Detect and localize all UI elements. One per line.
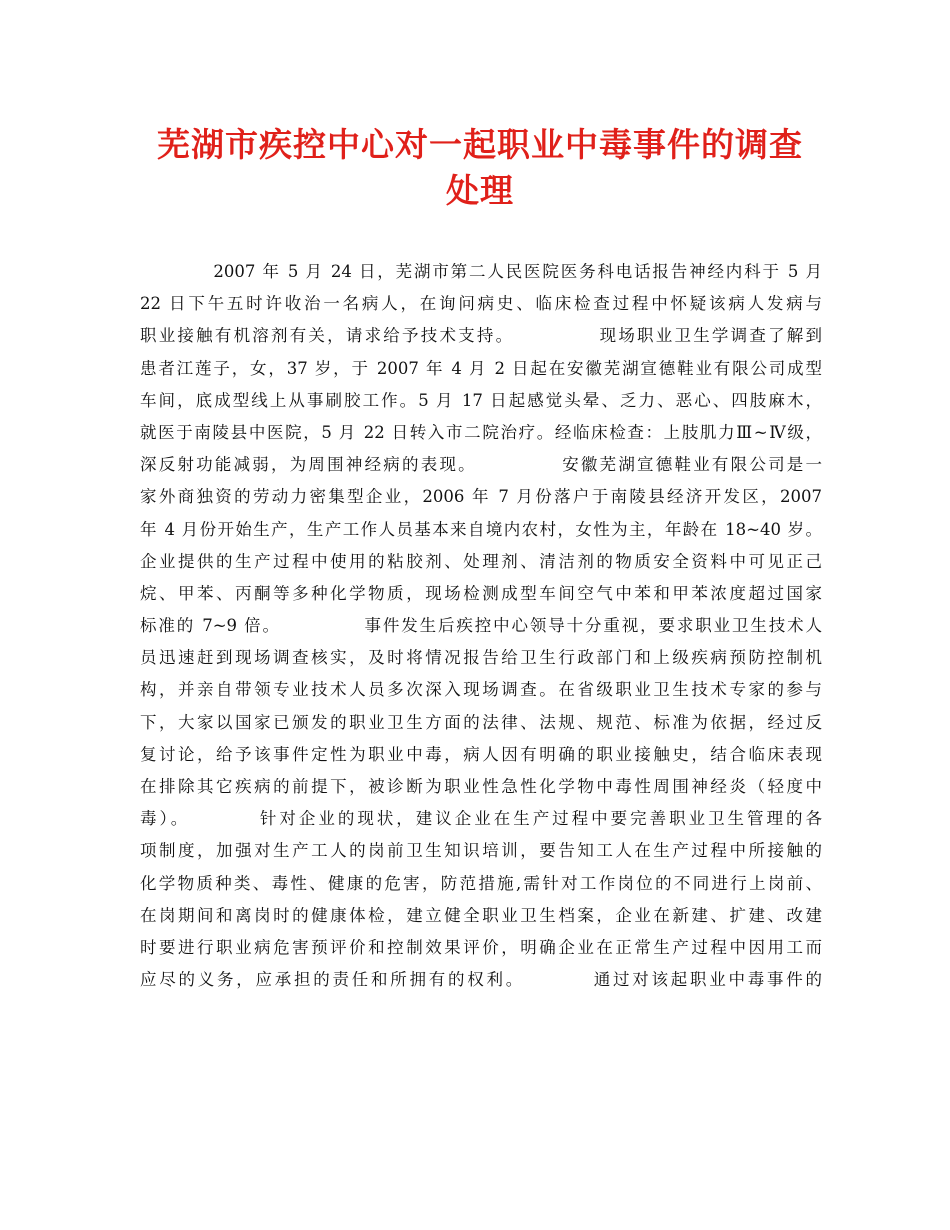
body-line: 员迅速赶到现场调查核实，及时将情况报告给卫生行政部门和上级疾病预防控制机 [140, 648, 822, 668]
body-line: 22 日下午五时许收治一名病人，在询问病史、临床检查过程中怀疑该病人发病与 [140, 294, 822, 314]
body-line: 企业提供的生产过程中使用的粘胶剂、处理剂、清洁剂的物质安全资料中可见正己 [140, 551, 822, 571]
title-line-2: 处理 [446, 171, 514, 210]
body-line: 在岗期间和离岗时的健康体检，建立健全职业卫生档案，企业在新建、扩建、改建 [140, 905, 822, 925]
title-line-1: 芜湖市疾控中心对一起职业中毒事件的调查 [157, 125, 803, 164]
body-line: 下，大家以国家已颁发的职业卫生方面的法律、法规、规范、标准为依据，经过反 [140, 712, 822, 732]
body-line: 烷、甲苯、丙酮等多种化学物质，现场检测成型车间空气中苯和甲苯浓度超过国家 [140, 583, 822, 603]
body-line: 患者江莲子，女，37 岁，于 2007 年 4 月 2 日起在安徽芜湖宣德鞋业有限公司成型 [140, 358, 822, 378]
body-line: 化学物质种类、毒性、健康的危害，防范措施,需针对工作岗位的不同进行上岗前、 [140, 873, 822, 893]
body-line: 2007 年 5 月 24 日，芜湖市第二人民医院医务科电话报告神经内科于 5 月 [140, 262, 822, 281]
document-body [140, 256, 822, 996]
document-title [140, 122, 820, 214]
body-line: 应尽的义务，应承担的责任和所拥有的权利。 通过对该起职业中毒事件的 [140, 970, 822, 990]
body-line: 复讨论，给予该事件定性为职业中毒，病人因有明确的职业接触史，结合临床表现 [140, 744, 822, 764]
body-line: 项制度，加强对生产工人的岗前卫生知识培训，要告知工人在生产过程中所接触的 [140, 841, 822, 861]
body-line: 标准的 7~9 倍。 事件发生后疾控中心领导十分重视，要求职业卫生技术人 [140, 616, 822, 636]
body-line: 就医于南陵县中医院，5 月 22 日转入市二院治疗。经临床检查：上肢肌力Ⅲ~Ⅳ级， [140, 422, 822, 442]
body-line: 在排除其它疾病的前提下，被诊断为职业性急性化学物中毒性周围神经炎（轻度中 [140, 777, 822, 796]
body-line: 毒）。 针对企业的现状，建议企业在生产过程中要完善职业卫生管理的各 [140, 809, 822, 829]
body-line: 车间，底成型线上从事刷胶工作。5 月 17 日起感觉头晕、乏力、恶心、四肢麻木， [140, 390, 822, 410]
body-line: 职业接触有机溶剂有关，请求给予技术支持。 现场职业卫生学调查了解到 [140, 326, 822, 346]
body-line: 时要进行职业病危害预评价和控制效果评价，明确企业在正常生产过程中因用工而 [140, 937, 822, 957]
body-line: 深反射功能减弱，为周围神经病的表现。 安徽芜湖宣德鞋业有限公司是一 [140, 455, 822, 475]
body-line: 家外商独资的劳动力密集型企业，2006 年 7 月份落户于南陵县经济开发区，2007 [140, 487, 822, 507]
body-line: 年 4 月份开始生产，生产工作人员基本来自境内农村，女性为主，年龄在 18~40 岁。 [140, 519, 822, 539]
body-line: 构，并亲自带领专业技术人员多次深入现场调查。在省级职业卫生技术专家的参与 [140, 680, 822, 700]
